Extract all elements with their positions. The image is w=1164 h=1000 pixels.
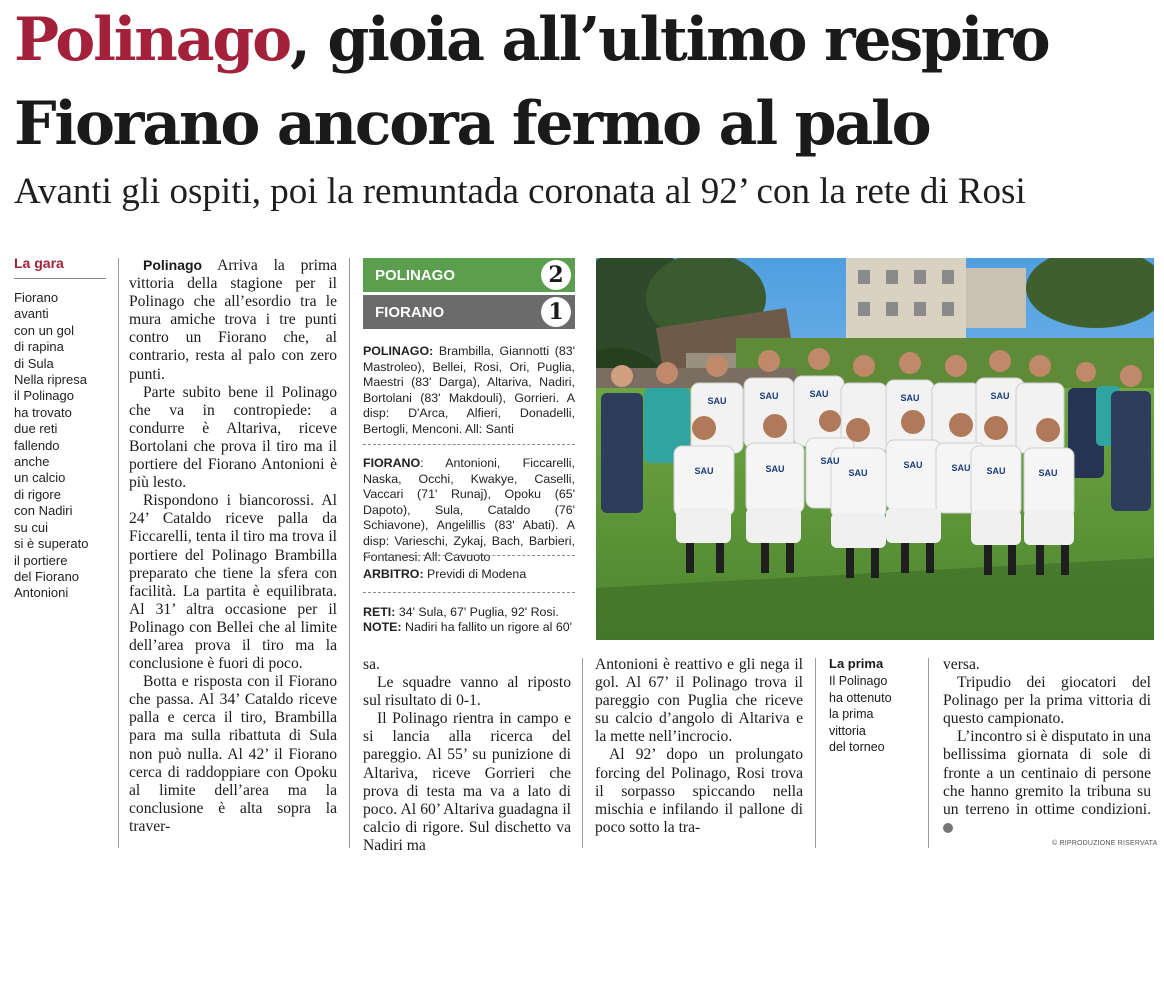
caption-title: La prima bbox=[829, 656, 884, 671]
paragraph: sa. bbox=[363, 656, 380, 673]
column-rule bbox=[928, 658, 929, 848]
jersey-sponsor: SAU bbox=[809, 389, 829, 399]
jersey-sponsor: SAU bbox=[707, 396, 727, 406]
article-lead: Polinago bbox=[143, 257, 203, 273]
divider bbox=[363, 444, 575, 445]
score-home bbox=[363, 258, 575, 292]
team-photo-illustration bbox=[596, 258, 1154, 640]
goals: RETI: 34' Sula, 67' Puglia, 92' Rosi. bbox=[363, 605, 559, 619]
article-column-3 bbox=[595, 656, 803, 837]
away-score: 1 bbox=[541, 297, 571, 327]
score-away bbox=[363, 295, 575, 329]
notes-label: NOTE: bbox=[363, 620, 402, 634]
column-rule bbox=[582, 658, 583, 848]
jersey-sponsor: SAU bbox=[951, 463, 971, 473]
column-rule bbox=[815, 658, 816, 848]
divider bbox=[363, 592, 575, 593]
referee-label: ARBITRO: bbox=[363, 567, 424, 581]
headline-line1-rest: , gioia all’ultimo respiro bbox=[289, 5, 1049, 75]
referee: ARBITRO: Previdi di Modena bbox=[363, 567, 527, 581]
paragraph: Al 92’ dopo un prolungato forcing del Polinago, Rosi trova il sorpasso spiccando nella mischia e infilando il pallone di poco sotto la tra- bbox=[595, 746, 803, 836]
divider bbox=[363, 555, 575, 556]
subtitle: Avanti gli ospiti, poi la remuntada coronata al 92’ con la rete di Rosi bbox=[14, 171, 1026, 212]
jersey-sponsor: SAU bbox=[765, 464, 785, 474]
jersey-sponsor: SAU bbox=[903, 460, 923, 470]
jersey-sponsor: SAU bbox=[986, 466, 1006, 476]
column-rule bbox=[349, 258, 350, 848]
sidebar-text: Fiorano avanti con un gol di rapina di Sula Nella ripresa il Polinago ha trovato due reti fallendo anche un calcio di rigore con Nadiri su cui si è superato il portiere del Fiorano Antonioni bbox=[14, 290, 89, 601]
article-column-4 bbox=[943, 656, 1151, 837]
jersey-sponsor: SAU bbox=[820, 456, 840, 466]
jersey-sponsor: SAU bbox=[759, 391, 779, 401]
article-column-2 bbox=[363, 656, 571, 855]
paragraph: Tripudio dei giocatori del Polinago per la prima vittoria di questo campionato. bbox=[943, 674, 1151, 728]
headline-team-name: Polinago bbox=[14, 5, 290, 75]
home-lineup-label: POLINAGO: bbox=[363, 344, 434, 358]
jersey-sponsor: SAU bbox=[1038, 468, 1058, 478]
jersey-sponsor: SAU bbox=[694, 466, 714, 476]
home-lineup: POLINAGO: Brambilla, Giannotti (83' Mastroleo), Bellei, Rosi, Ori, Puglia, Maestri (83' Darga), Altariva, Nadiri, Bortolani (83' Makdouli), Gorrieri. A disp: D'Arca, Alfieri, Donadelli, Bertogli, Menconi. All: Santi bbox=[363, 344, 575, 436]
away-lineup-label: FIORANO bbox=[363, 456, 421, 470]
home-team-name: POLINAGO bbox=[375, 266, 456, 284]
paragraph: Antonioni è reattivo e gli nega il gol. Al 67’ il Polinago trova il pareggio con Puglia che riceve su calcio d’angolo di Altariva e la mette nell’incrocio. bbox=[595, 656, 803, 746]
article-column-1 bbox=[129, 256, 337, 836]
goals-label: RETI: bbox=[363, 605, 396, 619]
team-photo bbox=[596, 258, 1154, 640]
paragraph: Polinago Arriva la prima vittoria della stagione per il Polinago che all’esordio tra le mura amiche trova i tre punti contro un Fiorano che, al contrario, resta al palo con zero punti. bbox=[129, 257, 338, 383]
paragraph: L’incontro si è disputato in una bellissima giornata di sole di fronte a un centinaio di persone che hanno gremito la tribuna su un terreno in ottime condizioni. bbox=[943, 728, 1151, 837]
paragraph: Botta e risposta con il Fiorano che passa. Al 34’ Cataldo riceve palla e cerca il tiro, Brambilla para ma sulla ribattuta di Sula non può nulla. Al 42’ il Fiorano cerca di raddoppiare con Opoku al limite dell’area ma la conclusione è alta sopra la traver- bbox=[129, 673, 337, 835]
paragraph: Parte subito bene il Polinago che va in contropiede: a condurre è Altariva, riceve Bortolani che prova il tiro ma il portiere del Fiorano Antonioni è più lesto. bbox=[129, 383, 337, 492]
paragraph: Il Polinago rientra in campo e si lancia alla ricerca del pareggio. Al 55’ su punizione di Altariva, riceve Gorrieri che prova di testa ma va a lato di poco. Al 60’ Altariva guadagna il calcio di rigore. Sul dischetto va Nadiri ma bbox=[363, 710, 571, 854]
jersey-sponsor: SAU bbox=[900, 393, 920, 403]
paragraph: versa. bbox=[943, 656, 980, 673]
notes: NOTE: Nadiri ha fallito un rigore al 60' bbox=[363, 620, 572, 634]
end-marker-icon bbox=[943, 823, 953, 833]
away-team-name: FIORANO bbox=[375, 303, 445, 321]
sidebar-title: La gara bbox=[14, 255, 64, 271]
headline-line1 bbox=[14, 5, 1049, 75]
copyright-notice: © RIPRODUZIONE RISERVATA bbox=[1052, 840, 1158, 847]
away-lineup: FIORANO: Antonioni, Ficcarelli, Naska, Occhi, Kwakye, Caselli, Vaccari (71' Runaj), Opoku (65' Dapoto), Sula, Cataldo (76' Schiavone), Angelillis (83' Abati). A disp: Varieschi, Zykaj, Bach, Barbieri, Fontanesi. All: Cavuoto bbox=[363, 456, 575, 564]
jersey-sponsor: SAU bbox=[990, 391, 1010, 401]
column-rule bbox=[118, 258, 119, 848]
paragraph: Rispondono i biancorossi. Al 24’ Cataldo riceve palla da Ficcarelli, tenta il tiro ma trova il portiere del Polinago Brambilla preparato che tiene la sfera con facilità. La partita è equilibrata. Al 31’ altra occasione per il Polinago con Bellei che al limite dell’area prova il tiro ma la conclusione è fuori di poco. bbox=[129, 492, 337, 673]
caption-text: Il Polinago ha ottenuto la prima vittoria del torneo bbox=[829, 674, 892, 754]
sidebar-divider bbox=[14, 278, 106, 279]
home-score: 2 bbox=[541, 260, 571, 290]
paragraph: Le squadre vanno al riposto sul risultato di 0-1. bbox=[363, 674, 571, 710]
headline-line2: Fiorano ancora fermo al palo bbox=[14, 89, 930, 159]
jersey-sponsor: SAU bbox=[848, 468, 868, 478]
